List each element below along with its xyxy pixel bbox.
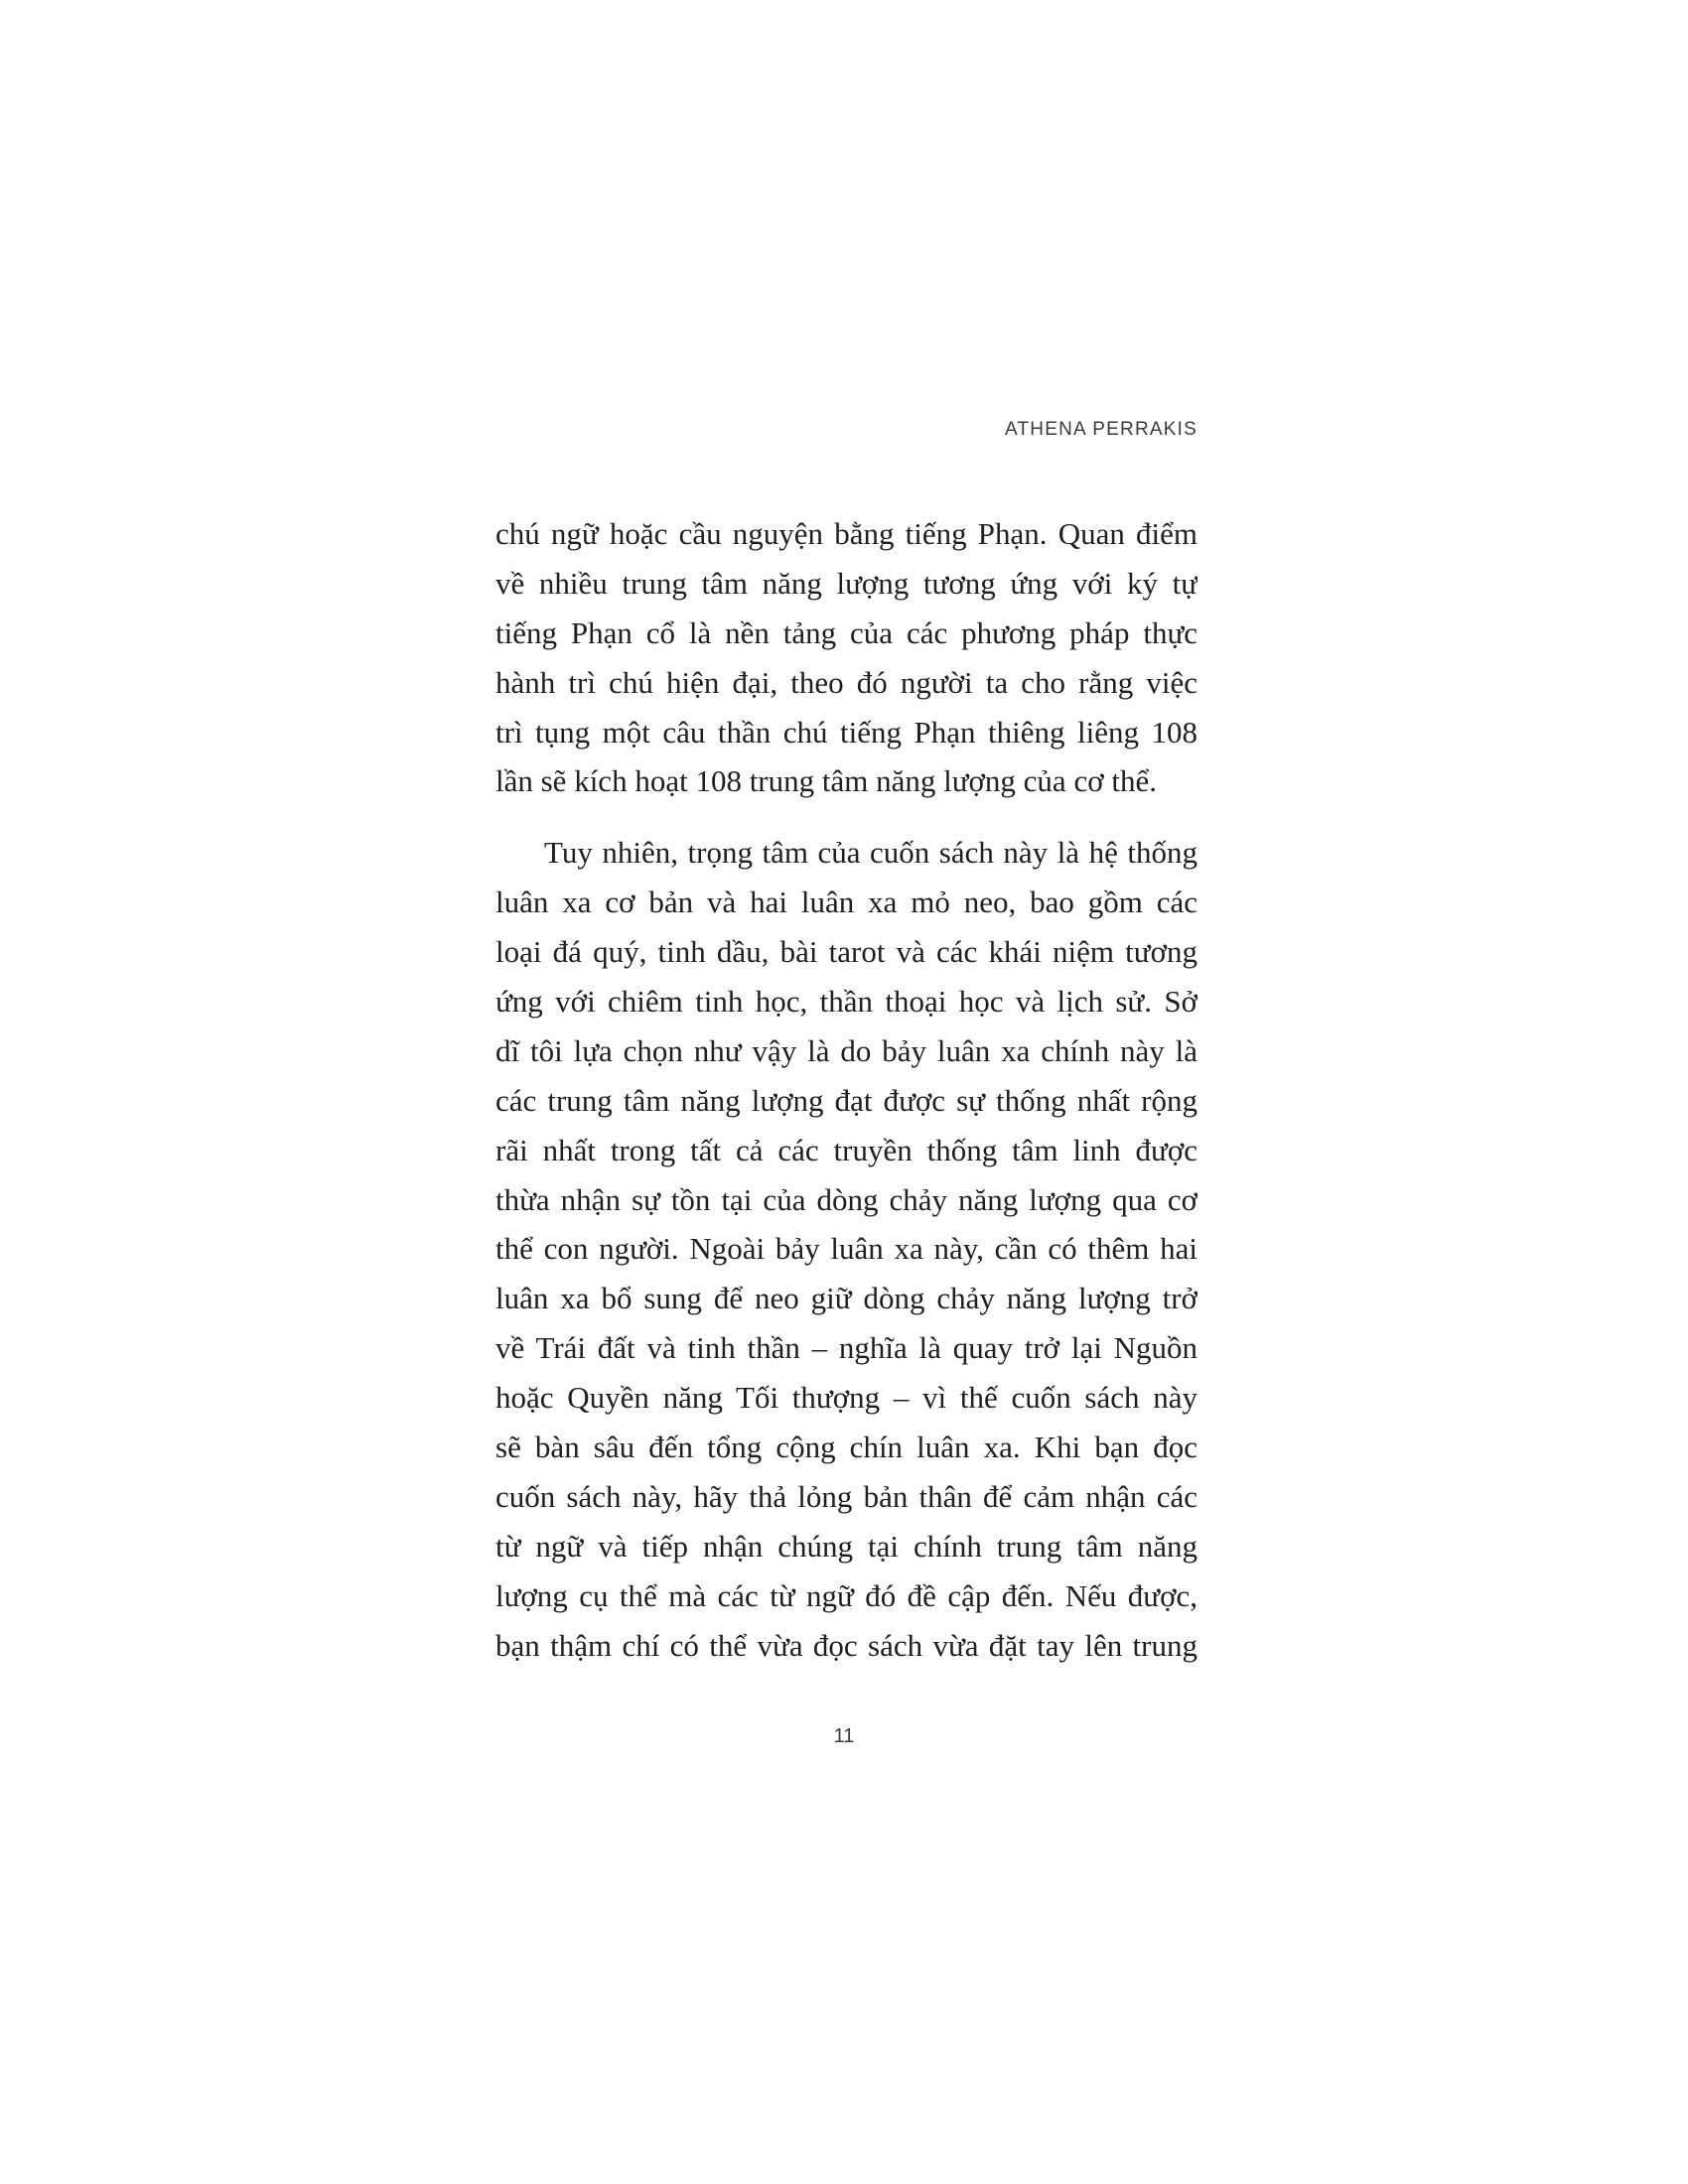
text-line: lần sẽ kích hoạt 108 trung tâm năng lượng của cơ thể. (495, 763, 1157, 799)
paragraph-spacer (495, 806, 1197, 828)
paragraph-1 (495, 509, 1197, 806)
text-line: rãi nhất trong tất cả các truyền thống tâm linh được (495, 1132, 1197, 1167)
text-line: hoặc Quyền năng Tối thượng – vì thế cuốn sách này (495, 1380, 1197, 1416)
text-line: sẽ bàn sâu đến tổng cộng chín luân xa. Khi bạn đọc (495, 1430, 1197, 1465)
text-line: các trung tâm năng lượng đạt được sự thống nhất rộng (495, 1082, 1197, 1118)
text-line: về nhiều trung tâm năng lượng tương ứng với ký tự (495, 565, 1197, 601)
text-line: thể con người. Ngoài bảy luân xa này, cần có thêm hai (495, 1231, 1197, 1267)
text-line: trì tụng một câu thần chú tiếng Phạn thiêng liêng 108 (495, 714, 1197, 750)
text-line: luân xa bổ sung để neo giữ dòng chảy năng lượng trở (495, 1281, 1197, 1316)
running-header-author: ATHENA PERRAKIS (1005, 419, 1197, 440)
text-line: cuốn sách này, hãy thả lỏng bản thân để cảm nhận các (495, 1478, 1197, 1514)
text-line: về Trái đất và tinh thần – nghĩa là quay trở lại Nguồn (495, 1330, 1197, 1366)
text-line: bạn thậm chí có thể vừa đọc sách vừa đặt tay lên trung (495, 1627, 1197, 1663)
text-line: hành trì chú hiện đại, theo đó người ta cho rằng việc (495, 664, 1197, 700)
page-number: 11 (833, 1725, 855, 1747)
text-line: loại đá quý, tinh dầu, bài tarot và các khái niệm tương (495, 934, 1197, 970)
text-line: luân xa cơ bản và hai luân xa mỏ neo, bao gồm các (495, 885, 1197, 920)
text-line: từ ngữ và tiếp nhận chúng tại chính trung tâm năng (495, 1528, 1197, 1564)
text-line: lượng cụ thể mà các từ ngữ đó đề cập đến. Nếu được, (495, 1577, 1197, 1613)
text-line: dĩ tôi lựa chọn như vậy là do bảy luân xa chính này là (495, 1032, 1197, 1068)
text-line: chú ngữ hoặc cầu nguyện bằng tiếng Phạn. Quan điểm (495, 516, 1197, 551)
text-line: thừa nhận sự tồn tại của dòng chảy năng lượng qua cơ (495, 1181, 1197, 1217)
text-line: Tuy nhiên, trọng tâm của cuốn sách này là hệ thống (544, 835, 1197, 871)
paragraph-2 (495, 828, 1197, 1670)
body-text (495, 509, 1197, 1670)
text-line: ứng với chiêm tinh học, thần thoại học và lịch sử. Sở (495, 984, 1197, 1020)
text-line: tiếng Phạn cổ là nền tảng của các phương pháp thực (495, 614, 1197, 650)
